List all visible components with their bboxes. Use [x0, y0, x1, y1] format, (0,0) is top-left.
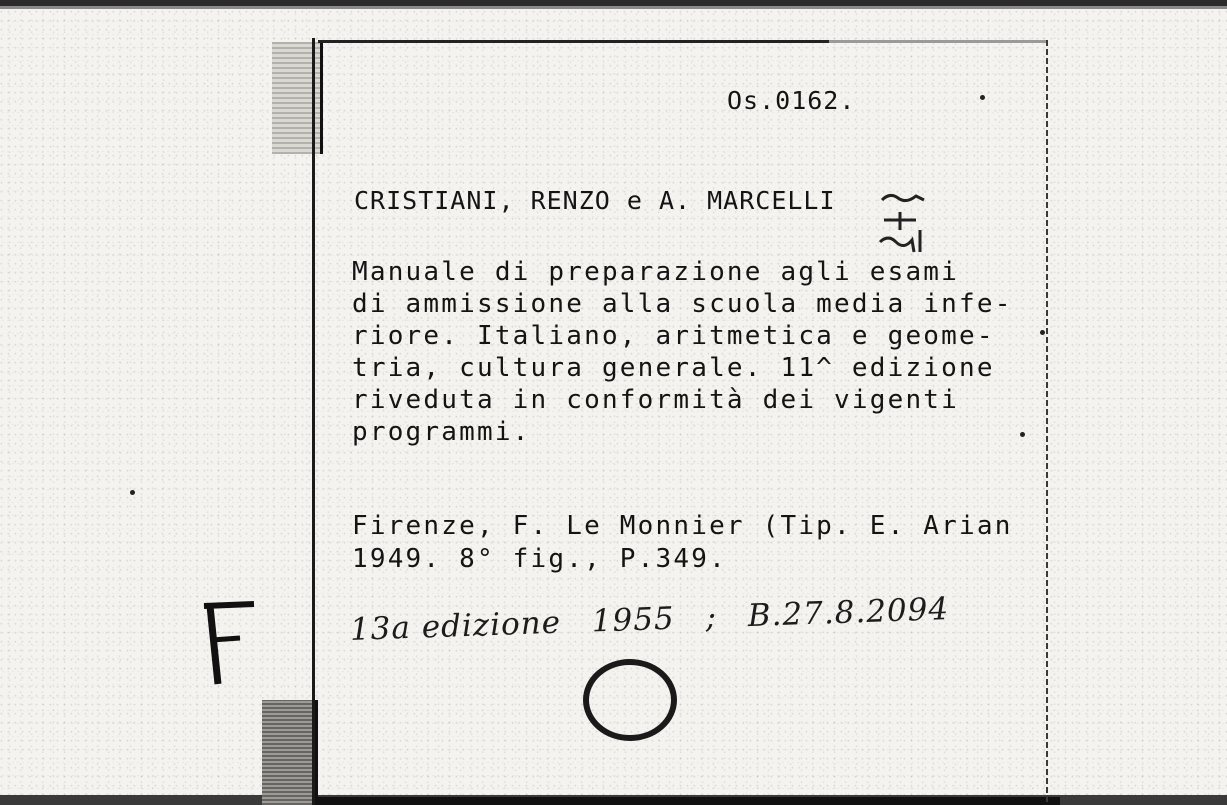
scan-speck — [980, 95, 985, 100]
handwritten-edition: 13a edizione — [349, 604, 562, 648]
handwritten-call-number: B.27.8.2094 — [747, 591, 950, 635]
punch-hole-ring — [582, 656, 678, 742]
margin-annotation-mark — [876, 190, 932, 258]
handwritten-year: 1955 — [591, 600, 676, 640]
imprint-details: Firenze, F. Le Monnier (Tip. E. Arian 1949. 8° fig., P.349. — [352, 511, 1013, 574]
scan-speck — [1040, 330, 1045, 335]
scan-speck — [130, 490, 135, 495]
card-top-edge — [318, 40, 1048, 43]
bottom-clip-shadow — [262, 700, 318, 805]
author-heading: CRISTIANI, RENZO e A. MARCELLI — [354, 186, 836, 215]
card-left-edge — [312, 38, 315, 805]
top-scan-edge — [0, 0, 1227, 14]
handwritten-separator: ; — [704, 599, 718, 636]
shelf-mark: Os.0162. — [727, 86, 856, 115]
margin-letter-f — [200, 600, 260, 690]
title-description: Manuale di preparazione agli esami di ammissione alla scuola media infe- riore. Italiano, aritmetica e geome- tria, cultura generale. 11^ edizione riveduta in conformità dei vigenti programmi. — [352, 257, 1013, 447]
top-clip-shadow — [272, 42, 323, 154]
bottom-card-shadow — [300, 797, 1060, 805]
scan-speck — [1020, 432, 1025, 437]
